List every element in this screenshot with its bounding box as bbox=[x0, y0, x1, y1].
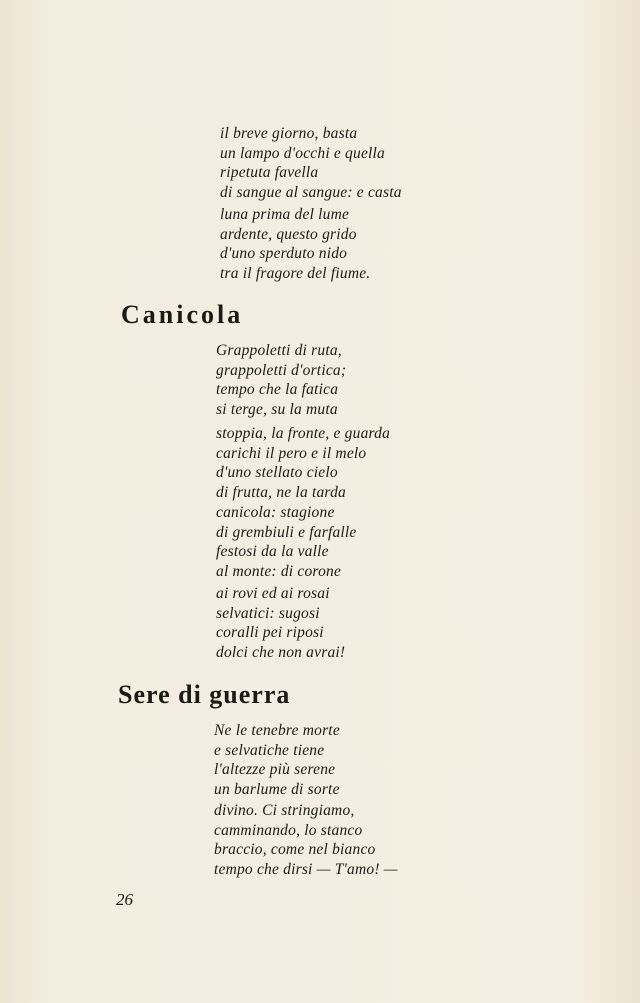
verse-line: ripetuta favella bbox=[220, 164, 319, 181]
verse-line: tempo che dirsi — T'amo! — bbox=[214, 860, 398, 878]
verse-line: l'altezze più serene bbox=[214, 761, 336, 778]
poem-title-sere-di-guerra: Sere di guerra bbox=[118, 680, 291, 709]
poem-title-canicola: Canicola bbox=[121, 300, 244, 329]
verse-line: luna prima del lume bbox=[220, 206, 350, 223]
poem2-stanza-2 bbox=[216, 424, 390, 502]
page-number: 26 bbox=[116, 890, 133, 909]
verse-line: di frutta, ne la tarda bbox=[216, 483, 346, 501]
verse-line: d'uno sperduto nido bbox=[220, 245, 348, 262]
verse-line: divino. Ci stringiamo, bbox=[214, 802, 355, 819]
verse-line: tra il fragore del fiume. bbox=[220, 264, 371, 282]
verse-line: Grappoletti di ruta, bbox=[216, 342, 342, 359]
poem3-stanza-2 bbox=[214, 801, 398, 879]
verse-line: ai rovi ed ai rosai bbox=[216, 585, 330, 602]
verse-line: selvatici: sugosi bbox=[216, 604, 320, 622]
verse-line: stoppia, la fronte, e guarda bbox=[216, 425, 391, 442]
verse-line: si terge, su la muta bbox=[216, 400, 338, 418]
verse-line: al monte: di corone bbox=[216, 562, 342, 580]
verse-line: dolci che non avrai! bbox=[216, 643, 346, 661]
verse-line: coralli pei riposi bbox=[216, 624, 324, 641]
verse-line: un lampo d'occhi e quella bbox=[220, 144, 386, 162]
verse-line: tempo che la fatica bbox=[216, 381, 339, 398]
verse-line: di sangue al sangue: e casta bbox=[220, 183, 402, 201]
verse-line: d'uno stellato cielo bbox=[216, 464, 338, 481]
verse-line: Ne le tenebre morte bbox=[214, 722, 340, 739]
poem2-stanza-4 bbox=[216, 584, 345, 662]
poem2-stanza-1 bbox=[216, 341, 346, 419]
verse-line: ardente, questo grido bbox=[220, 225, 357, 243]
verse-line: il breve giorno, basta bbox=[220, 125, 358, 142]
verse-line: un barlume di sorte bbox=[214, 780, 340, 798]
verse-line: camminando, lo stanco bbox=[214, 821, 363, 839]
verse-line: festosi da la valle bbox=[216, 543, 329, 560]
poem1-stanza-1 bbox=[220, 124, 402, 202]
verse-line: carichi il pero e il melo bbox=[216, 444, 367, 462]
verse-line: di grembiuli e farfalle bbox=[216, 523, 357, 541]
verse-line: e selvatiche tiene bbox=[214, 741, 325, 759]
poem2-stanza-3 bbox=[216, 503, 357, 581]
verse-line: canicola: stagione bbox=[216, 504, 335, 521]
verse-line: grappoletti d'ortica; bbox=[216, 361, 347, 379]
poem3-stanza-1 bbox=[214, 721, 340, 799]
verse-line: braccio, come nel bianco bbox=[214, 841, 376, 858]
poem1-stanza-2 bbox=[220, 205, 370, 283]
